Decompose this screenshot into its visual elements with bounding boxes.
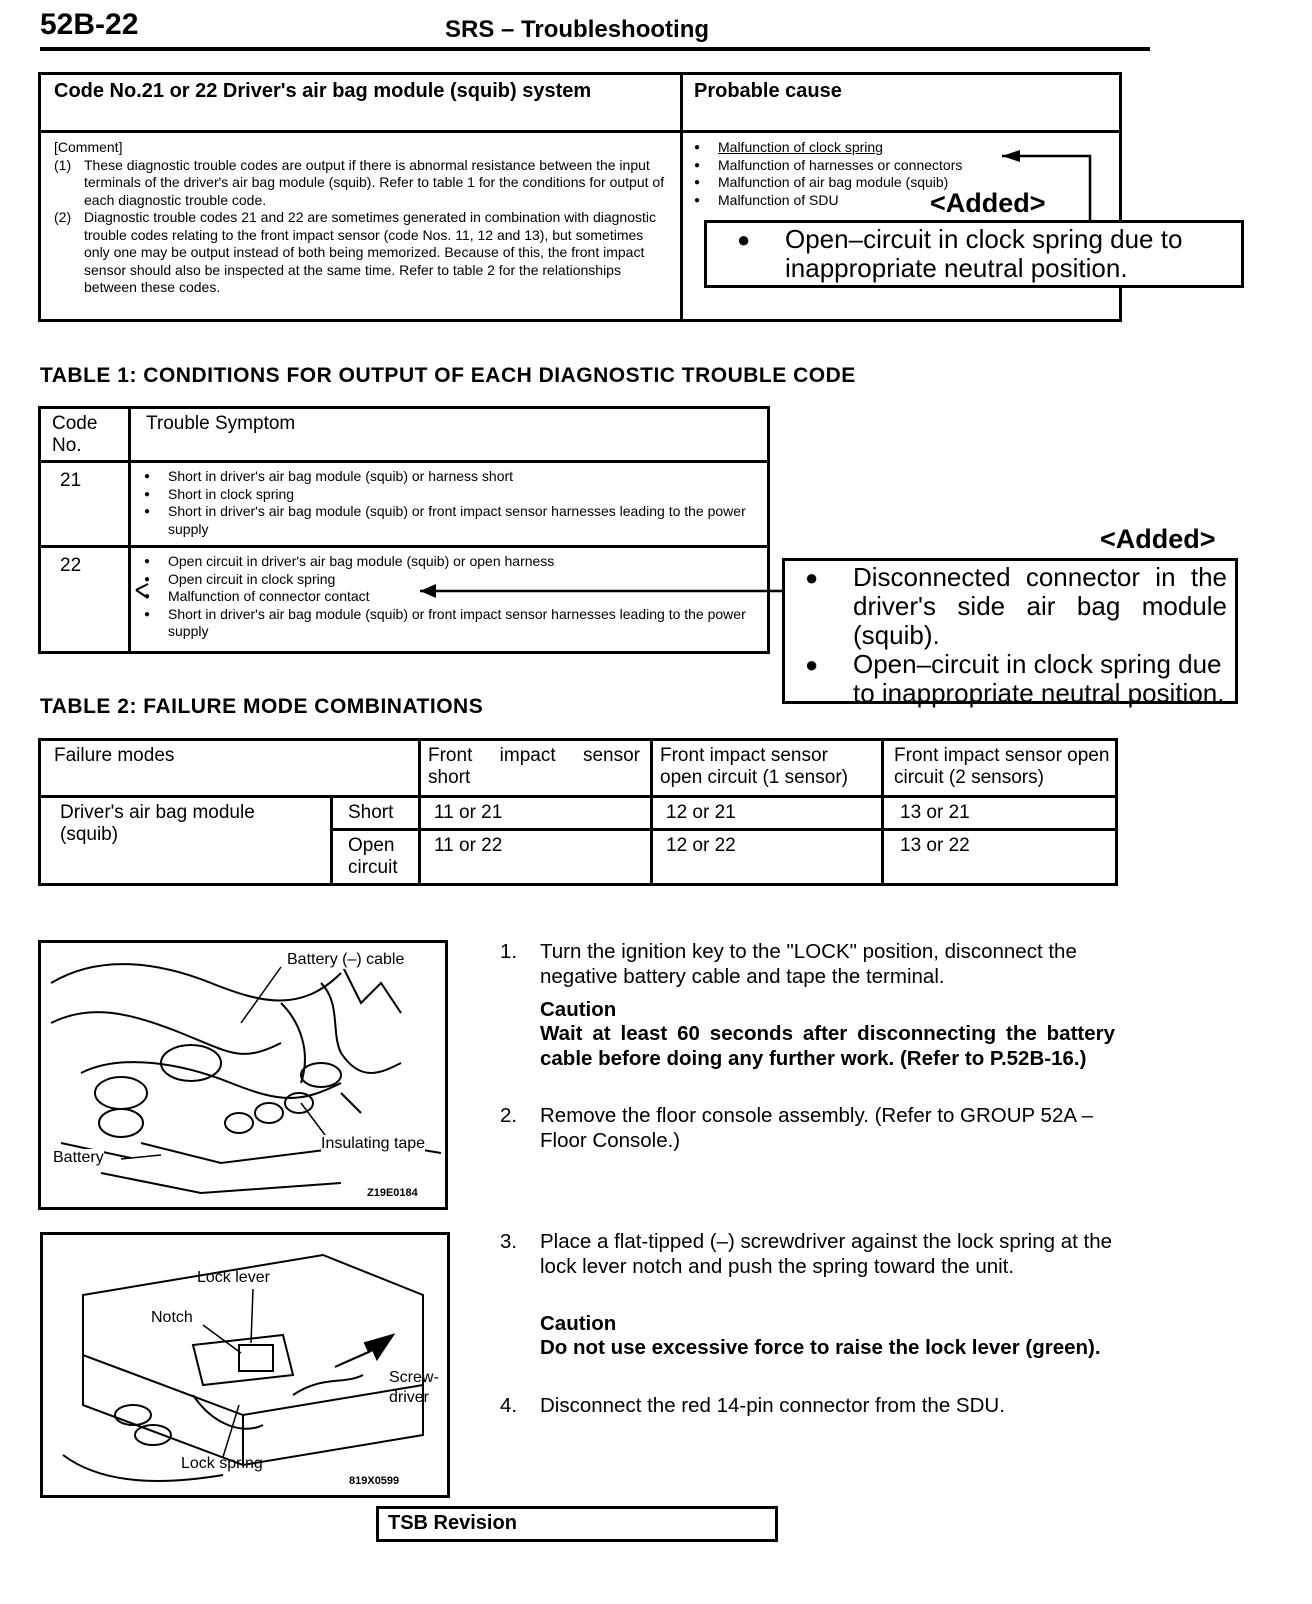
added-label-2: <Added> xyxy=(1100,524,1216,554)
label-notch: Notch xyxy=(151,1309,193,1326)
comment-label: [Comment] xyxy=(54,139,123,155)
step-text: Place a flat-tipped (–) screwdriver against the lock spring at the lock lever notch and push the spring toward the unit. xyxy=(540,1230,1112,1278)
symptom-item: ● Short in driver's air bag module (squib) or front impact sensor harnesses leading to the power supply xyxy=(140,606,760,641)
table2-mode-short: Short xyxy=(348,802,394,823)
step-text: Disconnect the red 14-pin connector from the SDU. xyxy=(540,1394,1005,1417)
added-item: ● Open–circuit in clock spring due to inappropriate neutral position. xyxy=(717,225,1231,283)
table2-value: 11 or 21 xyxy=(434,802,503,823)
added-item: ● Disconnected connector in the driver's side air bag module (squib). xyxy=(785,563,1227,650)
page-title: SRS – Troubleshooting xyxy=(445,16,710,43)
added-arrow-2 xyxy=(130,580,790,604)
table2-divider xyxy=(881,738,884,886)
label-lock-spring: Lock spring xyxy=(181,1455,263,1472)
step-text: Turn the ignition key to the "LOCK" position, disconnect the negative battery cable and tape the terminal. xyxy=(540,940,1077,988)
table2-mode-open: Open circuit xyxy=(348,835,398,878)
table2-row-rule xyxy=(330,828,1118,831)
added-label-1: <Added> xyxy=(930,188,1046,218)
label-screwdriver-1: Screw- xyxy=(389,1369,439,1386)
comment-1-text: These diagnostic trouble codes are output if there is abnormal resistance between the input terminals of the driver's air bag module (squib). Refer to table 1 for the conditions for output of each diagnostic trouble code. xyxy=(84,156,665,208)
figure-lock-lever xyxy=(40,1232,450,1498)
cause-item: ● Malfunction of SDU xyxy=(690,192,1110,210)
comment-2-text: Diagnostic trouble codes 21 and 22 are sometimes generated in combination with diagnostic trouble codes relating to the front impact sensor (code Nos. 11, 12 and 13), but sometimes only one may be output instead of both being memorized. Because of this, the front impact sensor should also be inspected at the same time. Refer to table 2 for the relationships between these codes. xyxy=(84,209,657,295)
label-lock-lever: Lock lever xyxy=(197,1269,270,1286)
label-battery: Battery xyxy=(53,1149,104,1166)
table2-divider xyxy=(650,738,653,886)
caution-2-label: Caution xyxy=(540,1312,617,1335)
caution-2-text: Do not use excessive force to raise the lock lever (green). xyxy=(540,1336,1101,1359)
table2-col-failure: Failure modes xyxy=(54,745,175,766)
figure-code: 819X0599 xyxy=(349,1475,400,1487)
table1-title: TABLE 1: CONDITIONS FOR OUTPUT OF EACH DIAGNOSTIC TROUBLE CODE xyxy=(40,364,856,387)
page-number: 52B-22 xyxy=(40,8,139,41)
label-insulating-tape: Insulating tape xyxy=(321,1135,426,1152)
comment-1-num: (1) xyxy=(54,156,72,173)
cause-item: ● Malfunction of air bag module (squib) xyxy=(690,174,1110,192)
label-battery-cable: Battery (–) cable xyxy=(287,951,405,968)
step-number: 2. xyxy=(500,1104,518,1127)
table2-col-short: Front impact sensor short xyxy=(428,745,640,788)
cause-item: ● Malfunction of clock spring xyxy=(690,139,1110,157)
tsb-revision-label: TSB Revision xyxy=(388,1512,517,1534)
table2-divider xyxy=(330,795,333,886)
table2-divider xyxy=(418,738,421,886)
code-box-divider xyxy=(680,72,683,322)
symptom-item: ● Malfunction of connector contact xyxy=(140,588,760,606)
code-box-title: Code No.21 or 22 Driver's air bag module (squib) system xyxy=(54,80,592,102)
table1-code-21: 21 xyxy=(60,470,82,491)
step-number: 1. xyxy=(500,940,518,963)
probable-cause-heading: Probable cause xyxy=(694,80,842,102)
table1-header-rule xyxy=(38,460,770,463)
step-text: Remove the floor console assembly. (Refer to GROUP 52A – Floor Console.) xyxy=(540,1104,1093,1152)
table2-value: 13 or 22 xyxy=(900,835,970,856)
added-box-2 xyxy=(782,558,1238,708)
step-number: 3. xyxy=(500,1230,518,1253)
figure-battery xyxy=(38,940,448,1210)
added-item: ● Open–circuit in clock spring due to inappropriate neutral position. xyxy=(785,650,1227,708)
table1-col-divider xyxy=(128,406,131,654)
table2-value: 11 or 22 xyxy=(434,835,503,856)
table1-row-rule xyxy=(38,545,770,548)
symptom-item: ● Short in clock spring xyxy=(140,486,760,504)
caution-1-label: Caution xyxy=(540,998,617,1021)
symptom-item: ● Short in driver's air bag module (squib) or harness short xyxy=(140,468,760,486)
table1-symptoms-21 xyxy=(140,468,760,538)
table1-col-symptom: Trouble Symptom xyxy=(146,413,296,434)
figure-code: Z19E0184 xyxy=(367,1187,418,1199)
comment-block xyxy=(54,139,666,297)
cause-item: ● Malfunction of harnesses or connectors xyxy=(690,157,1110,175)
table2-col-open2: Front impact sensor open circuit (2 sensors) xyxy=(894,745,1110,788)
symptom-item: ● Open circuit in clock spring xyxy=(140,571,760,589)
table2-title: TABLE 2: FAILURE MODE COMBINATIONS xyxy=(40,695,484,718)
step-number: 4. xyxy=(500,1394,518,1417)
table2-row-label: Driver's air bag module (squib) xyxy=(60,802,255,845)
symptom-item: ● Short in driver's air bag module (squib) or front impact sensor harnesses leading to the power supply xyxy=(140,503,760,538)
table2-value: 12 or 22 xyxy=(666,835,736,856)
label-screwdriver-2: driver xyxy=(389,1389,430,1406)
code-box-header-rule xyxy=(38,130,1122,133)
table2-value: 12 or 21 xyxy=(666,802,736,823)
comment-2 xyxy=(54,209,666,297)
comment-1 xyxy=(54,157,666,210)
comment-2-num: (2) xyxy=(54,209,72,225)
table2-header-rule xyxy=(38,795,1118,798)
header-rule xyxy=(40,47,1150,51)
caution-1-text: Wait at least 60 seconds after disconnecting the battery cable before doing any further work. (Refer to P.52B-16.) xyxy=(540,1022,1115,1070)
battery-illustration xyxy=(41,943,445,1207)
table2-value: 13 or 21 xyxy=(900,802,970,823)
table1-col-code: Code No. xyxy=(52,413,98,456)
symptom-item: ● Open circuit in driver's air bag module (squib) or open harness xyxy=(140,553,760,571)
table1-code-22: 22 xyxy=(60,555,82,576)
added-box-1 xyxy=(704,220,1244,288)
table2-col-open1: Front impact sensor open circuit (1 sensor) xyxy=(660,745,848,788)
